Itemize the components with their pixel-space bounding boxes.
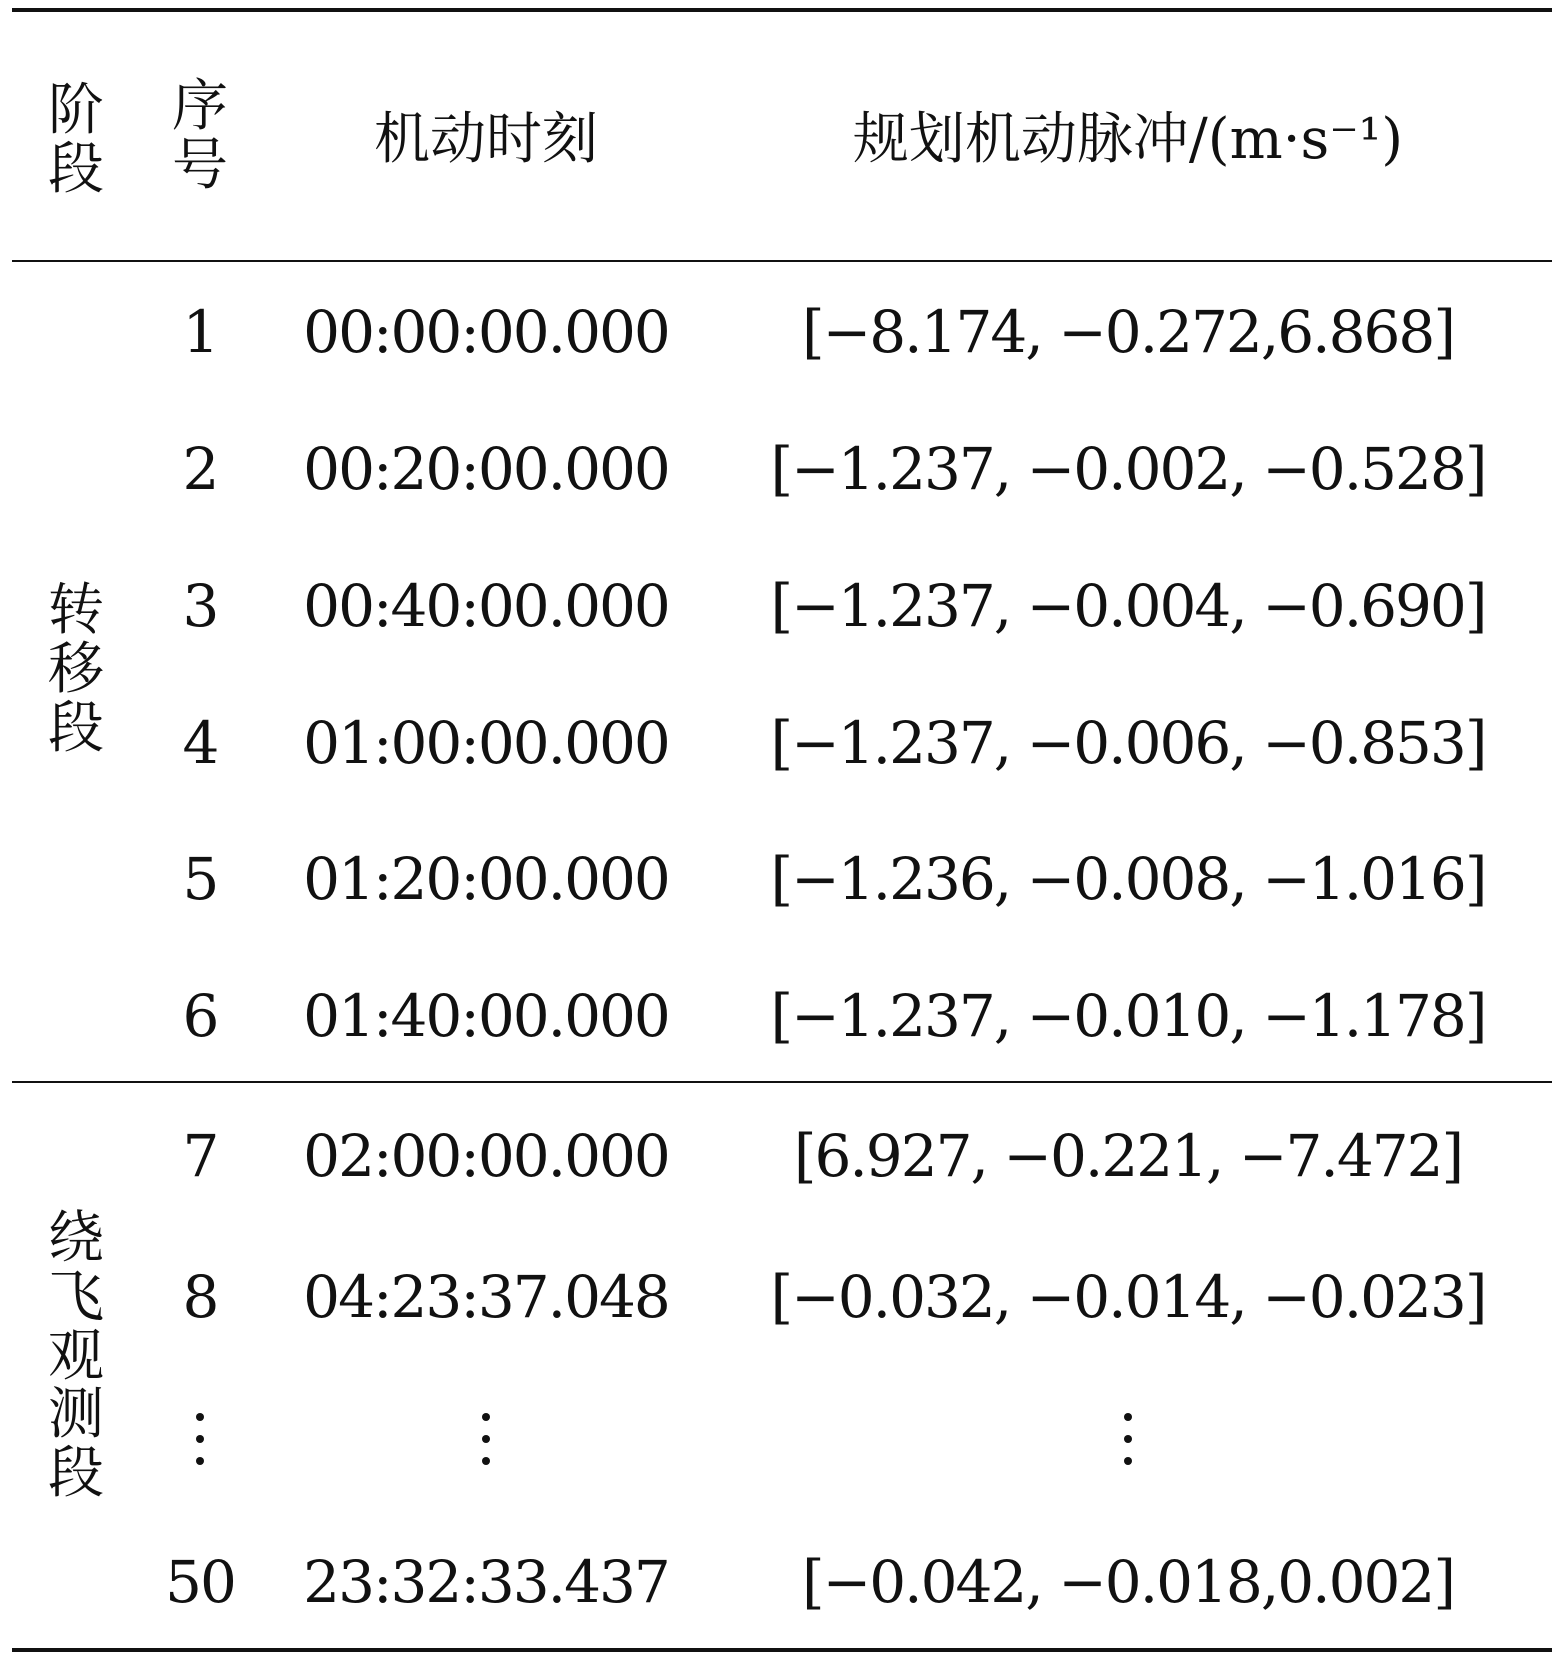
row-index: 6 bbox=[182, 982, 218, 1050]
stage-flyaround-char: 绕 bbox=[48, 1206, 104, 1271]
table-section-rule bbox=[12, 1081, 1552, 1083]
table-top-rule bbox=[12, 8, 1552, 12]
row-impulse: [−1.236, −0.008, −1.016] bbox=[770, 845, 1486, 913]
stage-flyaround-char: 观 bbox=[48, 1323, 104, 1389]
row-index: 50 bbox=[165, 1548, 235, 1616]
header-index-char: 号 bbox=[172, 132, 228, 198]
stage-transfer-char: 段 bbox=[48, 695, 104, 761]
header-stage bbox=[48, 78, 104, 202]
stage-flyaround-observation bbox=[48, 1206, 104, 1507]
row-time: 01:40:00.000 bbox=[303, 982, 669, 1050]
row-time: 00:40:00.000 bbox=[303, 572, 669, 640]
table-bottom-rule bbox=[12, 1648, 1552, 1652]
row-time: 00:00:00.000 bbox=[303, 298, 669, 366]
row-index: 1 bbox=[182, 298, 218, 366]
row-impulse: [6.927, −0.221, −7.472] bbox=[793, 1122, 1463, 1190]
row-impulse: [−0.042, −0.018,0.002] bbox=[802, 1548, 1454, 1616]
row-time: 01:20:00.000 bbox=[303, 845, 669, 913]
header-stage-char: 阶 bbox=[48, 78, 104, 143]
stage-transfer bbox=[48, 578, 104, 761]
row-impulse: [−1.237, −0.006, −0.853] bbox=[770, 709, 1486, 777]
header-planned-impulse: 规划机动脉冲/(m·s⁻¹) bbox=[852, 107, 1404, 172]
row-index: 2 bbox=[182, 435, 218, 503]
table-header-rule bbox=[12, 260, 1552, 262]
header-index-char: 序 bbox=[172, 74, 228, 139]
row-time: 01:00:00.000 bbox=[303, 709, 669, 777]
header-stage-char: 段 bbox=[48, 136, 104, 202]
row-time: 02:00:00.000 bbox=[303, 1122, 669, 1190]
ellipsis-time bbox=[482, 1413, 490, 1479]
ellipsis-index bbox=[196, 1413, 204, 1479]
row-impulse: [−1.237, −0.002, −0.528] bbox=[770, 435, 1486, 503]
row-impulse: [−8.174, −0.272,6.868] bbox=[802, 298, 1454, 366]
row-index: 4 bbox=[182, 709, 218, 777]
row-index: 7 bbox=[182, 1122, 218, 1190]
stage-flyaround-char: 飞 bbox=[48, 1264, 104, 1330]
row-index: 8 bbox=[182, 1263, 218, 1331]
row-index: 3 bbox=[182, 572, 218, 640]
row-impulse: [−0.032, −0.014, −0.023] bbox=[770, 1263, 1486, 1331]
header-index bbox=[172, 74, 228, 198]
row-impulse: [−1.237, −0.010, −1.178] bbox=[770, 982, 1486, 1050]
row-time: 04:23:37.048 bbox=[303, 1263, 669, 1331]
stage-flyaround-char: 测 bbox=[48, 1382, 104, 1448]
header-maneuver-time: 机动时刻 bbox=[374, 107, 598, 172]
stage-flyaround-char: 段 bbox=[48, 1441, 104, 1507]
row-index: 5 bbox=[182, 845, 218, 913]
row-impulse: [−1.237, −0.004, −0.690] bbox=[770, 572, 1486, 640]
row-time: 23:32:33.437 bbox=[303, 1548, 669, 1616]
row-time: 00:20:00.000 bbox=[303, 435, 669, 503]
stage-transfer-char: 转 bbox=[48, 578, 104, 643]
ellipsis-impulse bbox=[1124, 1413, 1132, 1479]
stage-transfer-char: 移 bbox=[48, 636, 104, 702]
